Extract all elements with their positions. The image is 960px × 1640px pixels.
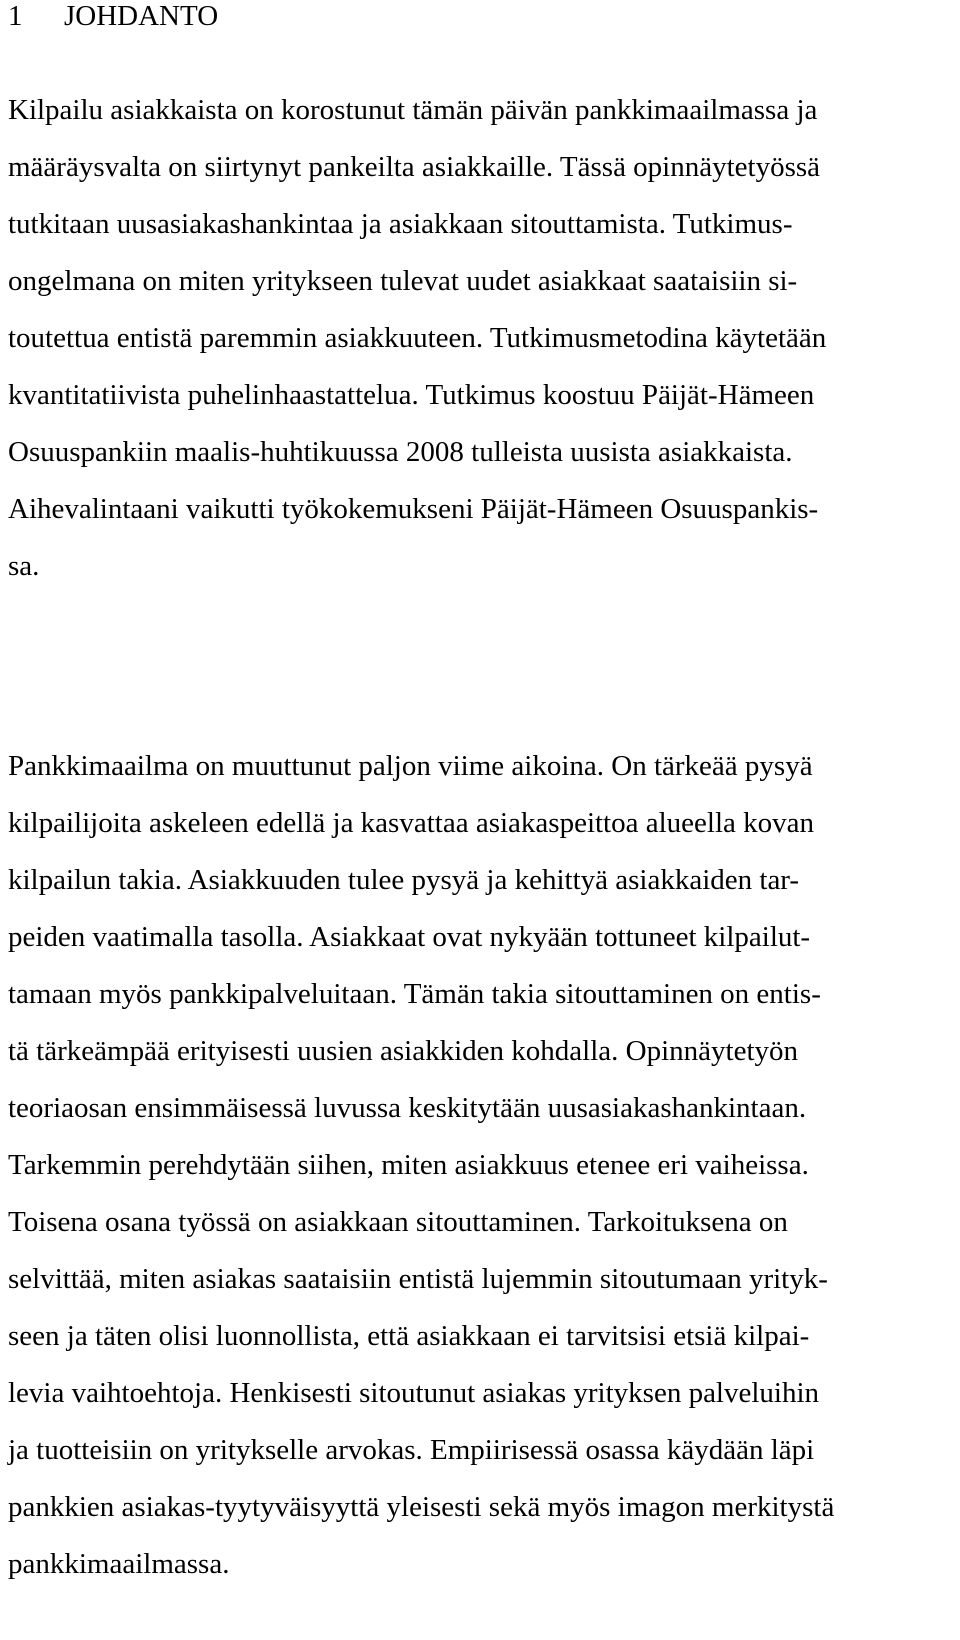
paragraph-banking xyxy=(8,738,958,1593)
paragraph-intro xyxy=(8,82,958,595)
chapter-heading xyxy=(8,0,218,32)
paragraph-line: ja tuotteisiin on yritykselle arvokas. Empiirisessä osassa käydään läpi xyxy=(8,1434,815,1466)
paragraph-line: Kilpailu asiakkaista on korostunut tämän päivän pankkimaailmassa ja xyxy=(8,94,818,126)
paragraph-line: kilpailijoita askeleen edellä ja kasvattaa asiakaspeittoa alueella kovan xyxy=(8,807,815,839)
paragraph-line: Aihevalintaani vaikutti työkokemukseni Päijät-Hämeen Osuuspankis- xyxy=(8,493,819,525)
paragraph-line: pankkien asiakas-tyytyväisyyttä yleisesti sekä myös imagon merkitystä xyxy=(8,1491,835,1523)
paragraph-line: peiden vaatimalla tasolla. Asiakkaat ovat nykyään tottuneet kilpailut- xyxy=(8,921,811,953)
chapter-title: JOHDANTO xyxy=(64,0,219,32)
paragraph-line: pankkimaailmassa. xyxy=(8,1548,230,1580)
paragraph-line: kvantitatiivista puhelinhaastattelua. Tutkimus koostuu Päijät-Hämeen xyxy=(8,379,815,411)
paragraph-line: kilpailun takia. Asiakkuuden tulee pysyä ja kehittyä asiakkaiden tar- xyxy=(8,864,800,896)
paragraph-line: Toisena osana työssä on asiakkaan sitouttaminen. Tarkoituksena on xyxy=(8,1206,788,1238)
paragraph-line: Pankkimaailma on muuttunut paljon viime aikoina. On tärkeää pysyä xyxy=(8,750,813,782)
paragraph-line: selvittää, miten asiakas saataisiin entistä lujemmin sitoutumaan yrityk- xyxy=(8,1263,828,1295)
paragraph-line: teoriaosan ensimmäisessä luvussa keskitytään uusasiakashankintaan. xyxy=(8,1092,807,1124)
paragraph-line: levia vaihtoehtoja. Henkisesti sitoutunut asiakas yrityksen palveluihin xyxy=(8,1377,820,1409)
paragraph-line: tamaan myös pankkipalveluitaan. Tämän takia sitouttaminen on entis- xyxy=(8,978,821,1010)
paragraph-line: Osuuspankiin maalis-huhtikuussa 2008 tulleista uusista asiakkaista. xyxy=(8,436,793,468)
paragraph-line: toutettua entistä paremmin asiakkuuteen. Tutkimusmetodina käytetään xyxy=(8,322,827,354)
paragraph-line: ongelmana on miten yritykseen tulevat uudet asiakkaat saataisiin si- xyxy=(8,265,798,297)
chapter-number: 1 xyxy=(8,0,23,32)
paragraph-line: seen ja täten olisi luonnollista, että asiakkaan ei tarvitsisi etsiä kilpai- xyxy=(8,1320,810,1352)
paragraph-line: määräysvalta on siirtynyt pankeilta asiakkaille. Tässä opinnäytetyössä xyxy=(8,151,821,183)
paragraph-line: tutkitaan uusasiakashankintaa ja asiakkaan sitouttamista. Tutkimus- xyxy=(8,208,793,240)
paragraph-line: Tarkemmin perehdytään siihen, miten asiakkuus etenee eri vaiheissa. xyxy=(8,1149,809,1181)
paragraph-line: sa. xyxy=(8,550,40,582)
paragraph-line: tä tärkeämpää erityisesti uusien asiakkiden kohdalla. Opinnäytetyön xyxy=(8,1035,799,1067)
